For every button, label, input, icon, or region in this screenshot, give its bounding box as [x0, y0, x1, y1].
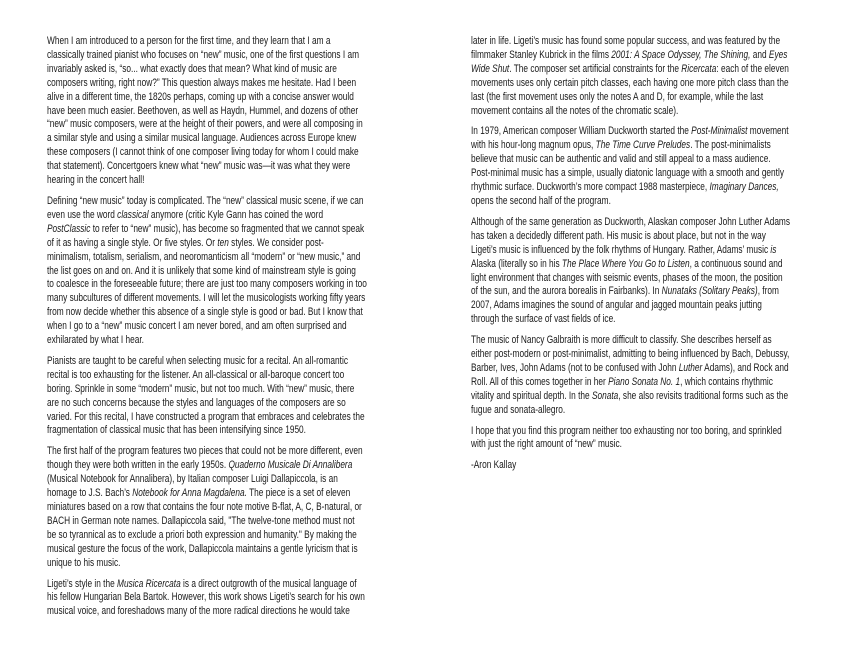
paragraph	[47, 578, 417, 620]
text-line	[47, 91, 417, 105]
text-run: with his hour-long magnum opus,	[471, 139, 596, 152]
text-line	[47, 501, 417, 515]
text-run: vitality and spiritual depth. In the	[471, 389, 592, 402]
text-line	[47, 292, 417, 306]
italic-title: Imaginary Dances,	[709, 181, 779, 194]
text-line	[471, 195, 841, 209]
text-line	[47, 473, 417, 487]
text-run: composers writing, right now?” This question always makes me hesitate. Had I been	[47, 76, 357, 89]
text-run: many subcultures of different movements. I will let the musicologists working fifty years	[47, 292, 366, 305]
text-run: when I go to a “new” music concert I am never bored, and am often surprised and	[47, 320, 347, 333]
text-run: Although of the same generation as Duckworth, Alaskan composer John Luther Adams	[471, 215, 791, 228]
italic-title: Notebook for Anna Magdalena.	[132, 487, 247, 500]
text-run: . The post-minimalists	[690, 139, 771, 152]
text-line	[471, 230, 841, 244]
text-line	[471, 425, 841, 439]
text-run: either post-modern or post-minimalist, admitting to being influenced by Bach, Debussy,	[471, 348, 790, 361]
text-line	[471, 376, 841, 390]
text-run: to coalesce in the foreseeable future; there are just too many composers working in too	[47, 278, 367, 291]
text-run: , a continuous sound and	[689, 257, 783, 270]
text-line	[47, 77, 417, 91]
text-run: Pianists are taught to be careful when selecting music for a recital. An all-romantic	[47, 354, 348, 367]
paragraph	[471, 425, 841, 453]
text-run: filmmaker Stanley Kubrick in the films	[471, 48, 612, 61]
text-line	[471, 63, 841, 77]
text-run: In 1979, American composer William Duckworth started the	[471, 125, 692, 138]
italic-title: classical	[117, 208, 149, 221]
italic-title: Post-Minimalist	[691, 125, 748, 138]
italic-title: Sonata	[591, 389, 619, 402]
text-run: these composers (I cannot think of one composer living today for whom I could make	[47, 146, 359, 159]
text-run: Post-minimal music has a simple, usually diatonic language with a smooth and gently	[471, 167, 784, 180]
paragraph	[471, 216, 841, 327]
text-run: movement contains all the notes of the chromatic scale).	[471, 104, 679, 117]
text-run: and	[750, 48, 769, 61]
text-run: of it as having a single style. Or five styles. Or	[47, 236, 218, 249]
text-run: , from	[757, 285, 779, 298]
text-run: Adams), and Rock and	[702, 361, 789, 374]
text-run: later in life. Ligeti’s music has found some popular success, and was featured by the	[471, 35, 781, 47]
text-run: minimalism, totalism, serialism, and neoromanticism all “modern” or “new music,” and	[47, 250, 361, 263]
left-column	[47, 35, 417, 626]
text-line	[47, 355, 417, 369]
italic-title: The Place Where You Go to Listen	[561, 257, 690, 270]
text-line	[471, 272, 841, 286]
text-line	[47, 369, 417, 383]
text-line	[47, 49, 417, 63]
text-run: have been much easier. Beethoven, as well as Haydn, Hummel, and dozens of other	[47, 104, 359, 117]
text-line	[471, 348, 841, 362]
text-run: to refer to “new” music), has become so fragmented that we cannot speak	[90, 222, 365, 235]
text-run: even use the word	[47, 208, 118, 221]
text-run: Defining “new music” today is complicated. The “new” classical music scene, if we can	[47, 194, 364, 207]
text-run: Alaska (literally so in his	[471, 257, 562, 270]
text-run: opens the second half of the program.	[471, 194, 611, 207]
text-line	[471, 299, 841, 313]
text-line	[47, 424, 417, 438]
text-run: , which contains rhythmic	[680, 375, 773, 388]
paragraph	[47, 445, 417, 570]
text-line	[47, 174, 417, 188]
text-run: . The composer set artificial constraints for the	[509, 62, 682, 75]
text-line	[47, 445, 417, 459]
text-run: the list goes on and on. And it is unlikely that some kind of mainstream style is going	[47, 264, 356, 277]
text-run: be so tyrannical as to exclude a priori both expression and humanity." By making the	[47, 528, 357, 541]
italic-title: Wide Shut	[471, 62, 510, 75]
text-line	[471, 334, 841, 348]
text-line	[47, 411, 417, 425]
italic-title: Nunataks (Solitary Peaks)	[661, 285, 758, 298]
text-line	[471, 153, 841, 167]
text-run: unique to his music.	[47, 556, 121, 569]
text-line	[47, 578, 417, 592]
text-run: , she also revisits traditional forms such as the	[618, 389, 789, 402]
text-line	[471, 139, 841, 153]
text-line	[471, 77, 841, 91]
text-line	[47, 209, 417, 223]
text-run: from now decide whether this absence of a single style is good or bad. But I know that	[47, 306, 363, 319]
text-run: fragmentation of classical music that has been intensifying since 1950.	[47, 424, 306, 437]
paragraph	[47, 35, 417, 188]
text-run: alive in a different time, the 1820s perhaps, coming up with a concise answer would	[47, 90, 354, 103]
text-line	[47, 591, 417, 605]
text-run: invariably asked is, “so... what exactly does that mean? What kind of music are	[47, 62, 337, 75]
text-line	[47, 265, 417, 279]
paragraph	[471, 35, 841, 118]
text-line	[47, 251, 417, 265]
text-line	[471, 459, 841, 473]
text-line	[471, 35, 841, 49]
text-line	[47, 132, 417, 146]
text-run: that statement). Concertgoers knew what “new” music was—it was what they were	[47, 160, 351, 173]
text-run: has taken a decidedly different path. His music is about place, but not in the way	[471, 229, 766, 242]
paragraph	[47, 355, 417, 438]
text-line	[471, 167, 841, 181]
text-run: : each of the eleven	[716, 62, 789, 75]
text-run: recital is too exhausting for the listener. An all-classical or all-baroque concert too	[47, 368, 345, 381]
text-run: (Musical Notebook for Annalibera), by Italian composer Luigi Dallapiccola, is an	[47, 473, 338, 486]
text-run: “new” music composers, were at the height of their powers, and were all composing in	[47, 118, 363, 131]
text-run: are no such concerns because the styles and languages of the composers are so	[47, 396, 346, 409]
text-run: Ligeti’s style in the	[47, 577, 118, 590]
text-line	[47, 237, 417, 251]
text-line	[47, 557, 417, 571]
text-run: Ligeti’s music is influenced by the folk rhythms of Hungary. Rather, Adams’ music	[471, 243, 771, 256]
text-line	[47, 306, 417, 320]
text-run: fugue and sonata-allegro.	[471, 403, 566, 416]
text-line	[471, 91, 841, 105]
text-line	[47, 334, 417, 348]
text-run: light environment that changes with seismic events, phases of the moon, the position	[471, 271, 783, 284]
right-column	[471, 35, 841, 480]
text-run: movement	[747, 125, 789, 138]
text-run: is a direct outgrowth of the musical language of	[180, 577, 357, 590]
text-run: Barber, Ives, John Adams (not to be confused with John	[471, 361, 679, 374]
text-run: BACH in German note names. Dallapiccola said, "The twelve-tone method must not	[47, 514, 355, 527]
text-run: rhythmic surface. Duckworth’s more compact 1988 masterpiece,	[471, 181, 710, 194]
text-line	[47, 320, 417, 334]
text-run: 2007, Adams imagines the sound of angular and jagged mountain peaks jutting	[471, 299, 762, 312]
text-run: believe that music can be authentic and valid and still appeal to a mass audience.	[471, 153, 771, 166]
signature	[471, 459, 841, 473]
paragraph	[47, 195, 417, 348]
text-line	[471, 404, 841, 418]
text-line	[47, 146, 417, 160]
text-run: movements uses only certain pitch classes, each having one more pitch class than the	[471, 76, 789, 89]
italic-title: ten	[217, 236, 229, 249]
text-run: The music of Nancy Galbraith is more difficult to classify. She describes herself as	[471, 334, 772, 347]
text-run: Roll. All of this comes together in her	[471, 375, 609, 388]
text-run: of the sun, and the aurora borealis in Fairbanks). In	[471, 285, 662, 298]
text-line	[47, 118, 417, 132]
text-run: musical voice, and foreshadows many of the more radical directions he would take	[47, 605, 350, 618]
text-line	[47, 515, 417, 529]
text-line	[471, 216, 841, 230]
text-run: I hope that you find this program neither too exhausting nor too boring, and sprinkled	[471, 424, 782, 437]
text-run: exhilarated by what I hear.	[47, 334, 144, 347]
italic-title: Luther	[678, 361, 703, 374]
text-line	[471, 390, 841, 404]
text-line	[47, 278, 417, 292]
italic-title: The Time Curve Preludes	[595, 139, 691, 152]
italic-title: Musica Ricercata	[117, 577, 181, 590]
text-line	[47, 63, 417, 77]
text-line	[47, 543, 417, 557]
text-line	[471, 181, 841, 195]
text-line	[47, 195, 417, 209]
text-line	[471, 49, 841, 63]
text-run: though they were both written in the early 1950s.	[47, 459, 229, 472]
text-line	[47, 397, 417, 411]
text-run: a similar style and using a similar musical language. Audiences across Europe knew	[47, 132, 357, 145]
text-line	[471, 313, 841, 327]
text-line	[471, 258, 841, 272]
text-run: through the surface of vast fields of ice.	[471, 313, 616, 326]
text-run: last (the first movement uses only the notes A and D, for example, while the last	[471, 90, 764, 103]
text-run: musical gesture the focus of the work, Dallapiccola maintains a gentle lyricism that is	[47, 542, 358, 555]
text-line	[471, 105, 841, 119]
text-run: When I am introduced to a person for the first time, and they learn that I am a	[47, 35, 331, 47]
text-line	[47, 223, 417, 237]
text-line	[47, 35, 417, 49]
text-line	[47, 459, 417, 473]
text-run: The first half of the program features two pieces that could not be more different, even	[47, 445, 363, 458]
text-line	[47, 529, 417, 543]
italic-title: Ricercata	[681, 62, 717, 75]
text-line	[47, 605, 417, 619]
paragraph	[471, 125, 841, 208]
text-run: anymore (critic Kyle Gann has coined the word	[148, 208, 324, 221]
text-run: boring. Sprinkle in some “modern” music, but not too much. With “new” music, there	[47, 382, 355, 395]
text-line	[471, 362, 841, 376]
text-run: homage to J.S. Bach’s	[47, 487, 133, 500]
text-line	[471, 244, 841, 258]
text-run: The piece is a set of eleven	[246, 487, 351, 500]
text-line	[47, 160, 417, 174]
italic-title: Quaderno Musicale Di Annalibera	[228, 459, 353, 472]
italic-title: PostClassic	[47, 222, 91, 235]
italic-title: Eyes	[768, 48, 788, 61]
italic-title: Piano Sonata No. 1	[608, 375, 681, 388]
italic-title: is	[770, 243, 777, 256]
paragraph	[471, 334, 841, 417]
text-run: -Aron Kallay	[471, 459, 517, 472]
text-run: hearing in the concert hall!	[47, 174, 145, 187]
text-line	[47, 487, 417, 501]
text-line	[471, 125, 841, 139]
text-line	[471, 285, 841, 299]
text-run: miniatures based on a row that contains the four note motive B-flat, A, C, B-natural, or	[47, 501, 362, 513]
text-run: with just the right amount of “new” music.	[471, 438, 622, 451]
text-run: classically trained pianist who focuses on “new” music, one of the first questions I am	[47, 48, 360, 61]
text-line	[47, 105, 417, 119]
italic-title: 2001: A Space Odyssey, The Shining,	[611, 48, 751, 61]
text-line	[47, 383, 417, 397]
text-run: his fellow Hungarian Bela Bartok. However, this work shows Ligeti’s search for his own	[47, 591, 365, 604]
text-line	[471, 438, 841, 452]
text-run: varied. For this recital, I have constructed a program that embraces and celebrates the	[47, 410, 365, 423]
text-run: styles. We consider post-	[228, 236, 324, 249]
